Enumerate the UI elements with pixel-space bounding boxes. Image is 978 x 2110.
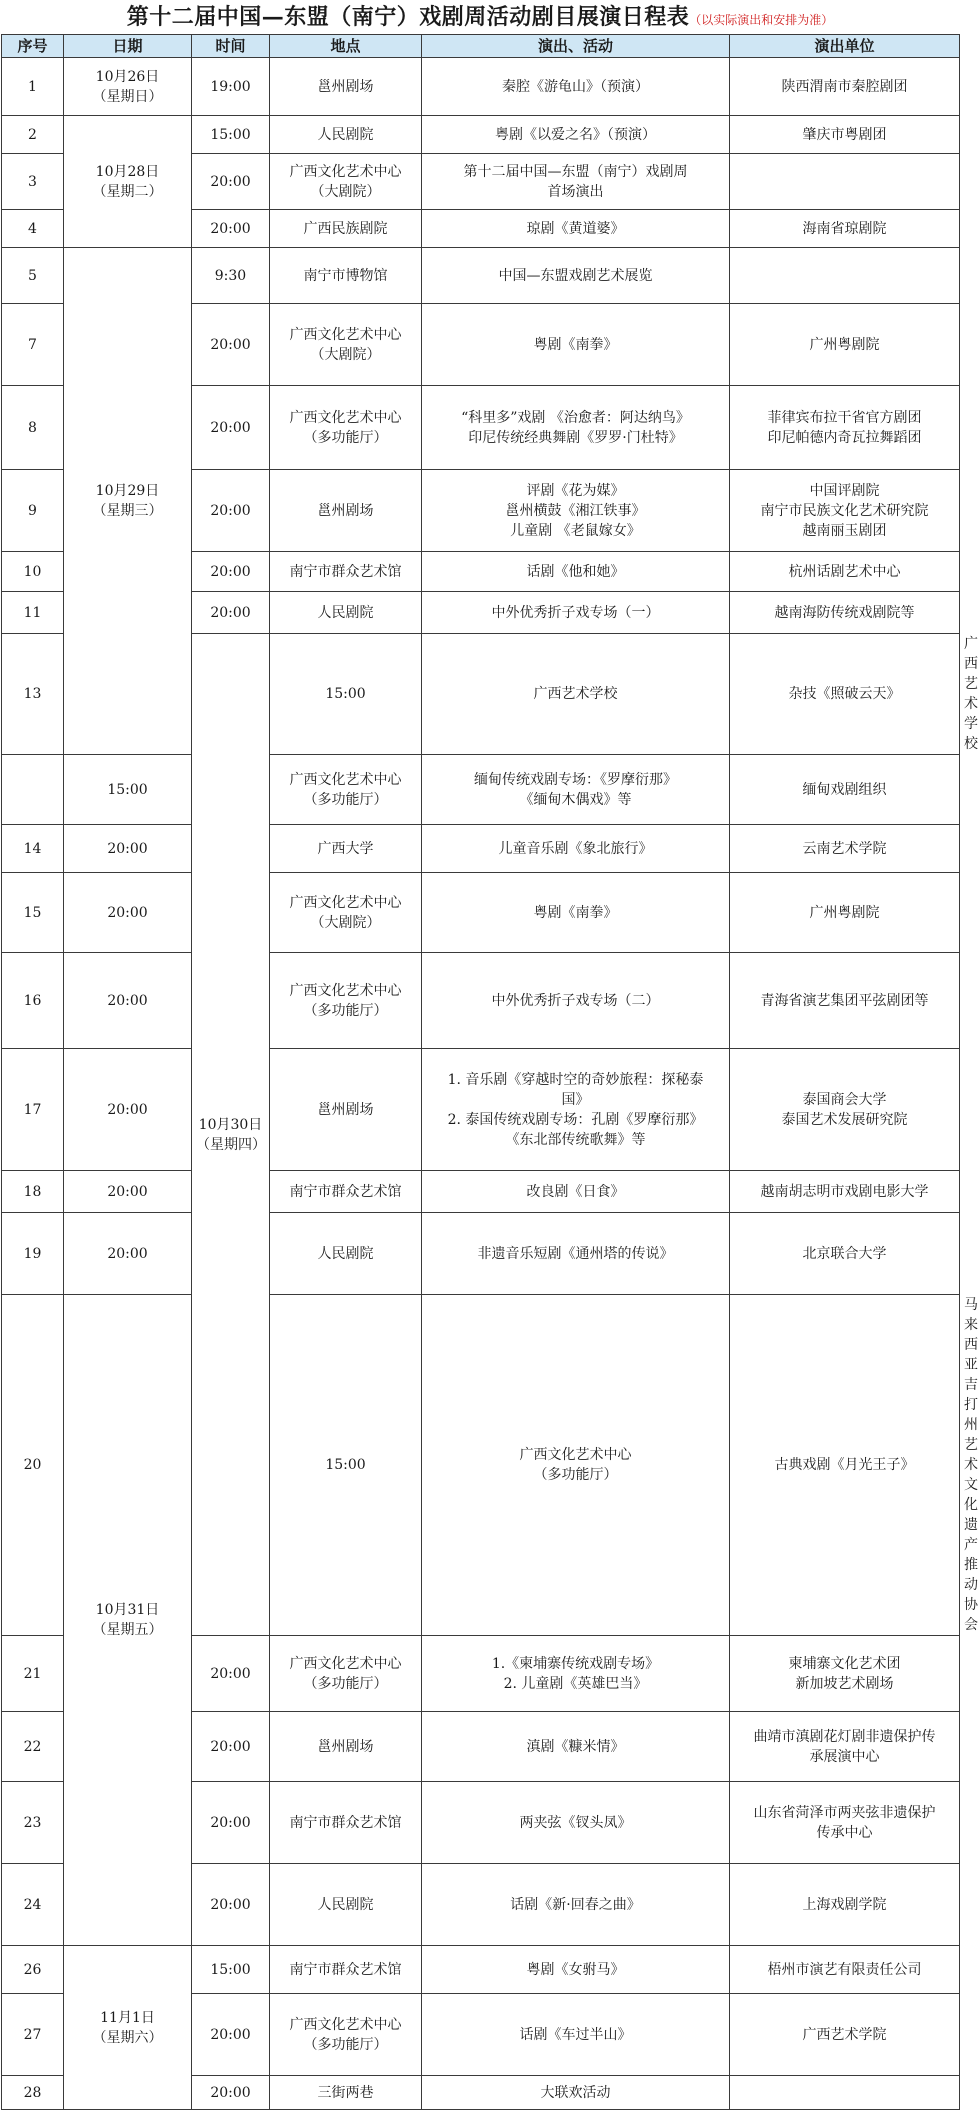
row-no: 21 xyxy=(2,1636,64,1712)
row-no: 5 xyxy=(2,248,64,304)
table-row xyxy=(2,825,960,873)
row-no: 14 xyxy=(2,825,64,873)
date-cell: 10月29日 （星期三） xyxy=(64,248,192,755)
row-performer: 陕西渭南市秦腔剧团 xyxy=(730,58,960,116)
table-row xyxy=(2,1171,960,1213)
table-row xyxy=(2,116,960,154)
row-no: 15 xyxy=(2,873,64,953)
row-no: 19 xyxy=(2,1213,64,1295)
row-venue: 广西文化艺术中心 （多功能厅） xyxy=(422,1295,730,1636)
row-program: 粤剧《以爱之名》（预演） xyxy=(422,116,730,154)
row-venue: 南宁市群众艺术馆 xyxy=(270,1782,422,1864)
row-time: 20:00 xyxy=(64,825,192,873)
title-note: （以实际演出和安排为准） xyxy=(689,13,834,27)
row-program: 中外优秀折子戏专场（二） xyxy=(422,953,730,1049)
row-performer xyxy=(730,2076,960,2110)
table-row xyxy=(2,1946,960,1994)
row-performer: 泰国商会大学 泰国艺术发展研究院 xyxy=(730,1049,960,1171)
row-performer: 云南艺术学院 xyxy=(730,825,960,873)
row-no: 4 xyxy=(2,210,64,248)
row-no: 16 xyxy=(2,953,64,1049)
row-no: 9 xyxy=(2,470,64,552)
row-performer: 菲律宾布拉干省官方剧团 印尼帕德内奇瓦拉舞蹈团 xyxy=(730,386,960,470)
row-program: 改良剧《日食》 xyxy=(422,1171,730,1213)
row-venue: 人民剧院 xyxy=(270,116,422,154)
row-venue: 人民剧院 xyxy=(270,1213,422,1295)
row-time: 20:00 xyxy=(192,386,270,470)
date-cell: 11月1日 （星期六） xyxy=(64,1946,192,2110)
row-program: 非遗音乐短剧《通州塔的传说》 xyxy=(422,1213,730,1295)
row-venue: 广西文化艺术中心 （多功能厅） xyxy=(270,953,422,1049)
row-time: 20:00 xyxy=(64,1213,192,1295)
row-time: 20:00 xyxy=(192,1864,270,1946)
row-venue: 广西文化艺术中心 （大剧院） xyxy=(270,154,422,210)
row-time: 20:00 xyxy=(192,210,270,248)
table-row xyxy=(2,755,960,825)
row-no: 18 xyxy=(2,1171,64,1213)
row-time: 20:00 xyxy=(64,953,192,1049)
row-venue: 邕州剧场 xyxy=(270,1712,422,1782)
table-row xyxy=(2,1049,960,1171)
schedule-title xyxy=(0,0,960,34)
row-time: 20:00 xyxy=(64,873,192,953)
row-time: 20:00 xyxy=(192,592,270,634)
row-performer xyxy=(730,248,960,304)
header-program: 演出、活动 xyxy=(422,35,730,58)
row-time: 20:00 xyxy=(192,552,270,592)
row-performer: 广州粤剧院 xyxy=(730,873,960,953)
row-venue: 广西民族剧院 xyxy=(270,210,422,248)
row-program: 话剧《车过半山》 xyxy=(422,1994,730,2076)
row-no: 11 xyxy=(2,592,64,634)
row-venue: 三街两巷 xyxy=(270,2076,422,2110)
row-program: 粤剧《南拳》 xyxy=(422,304,730,386)
date-cell: 10月31日 （星期五） xyxy=(64,1295,192,1946)
row-time: 20:00 xyxy=(192,304,270,386)
row-time: 19:00 xyxy=(192,58,270,116)
table-row: 20 10月31日 （星期五） 15:00 广西文化艺术中心 （多功能厅） 古典戏剧《月光王子》 马来西亚吉打州艺术文化遗产 推动协会 xyxy=(2,1295,960,1636)
row-time: 20:00 xyxy=(192,1782,270,1864)
header-venue: 地点 xyxy=(270,35,422,58)
row-venue: 人民剧院 xyxy=(270,1864,422,1946)
row-program: 中国—东盟戏剧艺术展览 xyxy=(422,248,730,304)
header-date: 日期 xyxy=(64,35,192,58)
row-time: 20:00 xyxy=(192,154,270,210)
date-cell: 10月28日 （星期二） xyxy=(64,116,192,248)
row-no: 24 xyxy=(2,1864,64,1946)
row-performer: 缅甸戏剧组织 xyxy=(730,755,960,825)
row-performer: 北京联合大学 xyxy=(730,1213,960,1295)
row-time: 20:00 xyxy=(64,1049,192,1171)
row-venue: 南宁市群众艺术馆 xyxy=(270,1946,422,1994)
row-no: 27 xyxy=(2,1994,64,2076)
row-time: 15:00 xyxy=(192,1946,270,1994)
row-no: 22 xyxy=(2,1712,64,1782)
table-row xyxy=(2,873,960,953)
table-row: 13 10月30日 （星期四） 15:00 广西艺术学校 杂技《照破云天》 广西艺术学校 xyxy=(2,634,960,755)
row-venue: 广西文化艺术中心 （大剧院） xyxy=(270,304,422,386)
row-program: 大联欢活动 xyxy=(422,2076,730,2110)
date-cell: 10月26日 （星期日） xyxy=(64,58,192,116)
row-no: 20 xyxy=(2,1295,64,1636)
row-no xyxy=(2,755,64,825)
row-no: 10 xyxy=(2,552,64,592)
row-performer: 中国评剧院 南宁市民族文化艺术研究院 越南丽玉剧团 xyxy=(730,470,960,552)
row-performer: 肇庆市粤剧团 xyxy=(730,116,960,154)
header-performer: 演出单位 xyxy=(730,35,960,58)
row-program: 话剧《他和她》 xyxy=(422,552,730,592)
row-performer: 山东省菏泽市两夹弦非遗保护 传承中心 xyxy=(730,1782,960,1864)
row-performer xyxy=(730,154,960,210)
table-row xyxy=(2,248,960,304)
row-performer: 青海省演艺集团平弦剧团等 xyxy=(730,953,960,1049)
row-program: 滇剧《糠米情》 xyxy=(422,1712,730,1782)
header-row xyxy=(2,35,960,58)
row-program: 缅甸传统戏剧专场：《罗摩衍那》 《缅甸木偶戏》等 xyxy=(422,755,730,825)
row-no: 2 xyxy=(2,116,64,154)
row-venue: 广西文化艺术中心 （多功能厅） xyxy=(270,1636,422,1712)
row-no: 8 xyxy=(2,386,64,470)
row-performer: 越南胡志明市戏剧电影大学 xyxy=(730,1171,960,1213)
row-venue: 广西文化艺术中心 （多功能厅） xyxy=(270,1994,422,2076)
row-time: 20:00 xyxy=(192,1994,270,2076)
row-time: 20:00 xyxy=(64,1171,192,1213)
row-program: “科里多”戏剧 《治愈者：阿达纳鸟》 印尼传统经典舞剧《罗罗·门杜特》 xyxy=(422,386,730,470)
row-time: 20:00 xyxy=(192,470,270,552)
row-program: 评剧《花为媒》 邕州横鼓《湘江铁事》 儿童剧 《老鼠嫁女》 xyxy=(422,470,730,552)
row-performer: 柬埔寨文化艺术团 新加坡艺术剧场 xyxy=(730,1636,960,1712)
row-venue: 南宁市博物馆 xyxy=(270,248,422,304)
row-no: 13 xyxy=(2,634,64,755)
row-time: 15:00 xyxy=(192,116,270,154)
row-time: 20:00 xyxy=(192,1712,270,1782)
row-venue: 邕州剧场 xyxy=(270,1049,422,1171)
row-program: 杂技《照破云天》 xyxy=(730,634,960,755)
row-venue: 邕州剧场 xyxy=(270,58,422,116)
row-time: 15:00 xyxy=(64,755,192,825)
row-program: 粤剧《南拳》 xyxy=(422,873,730,953)
row-performer: 曲靖市滇剧花灯剧非遗保护传 承展演中心 xyxy=(730,1712,960,1782)
row-program: 粤剧《女驸马》 xyxy=(422,1946,730,1994)
row-performer: 杭州话剧艺术中心 xyxy=(730,552,960,592)
row-program: 琼剧《黄道婆》 xyxy=(422,210,730,248)
row-performer: 广州粤剧院 xyxy=(730,304,960,386)
row-venue: 人民剧院 xyxy=(270,592,422,634)
row-performer: 上海戏剧学院 xyxy=(730,1864,960,1946)
row-program: 第十二届中国—东盟（南宁）戏剧周 首场演出 xyxy=(422,154,730,210)
row-venue: 南宁市群众艺术馆 xyxy=(270,1171,422,1213)
row-program: 古典戏剧《月光王子》 xyxy=(730,1295,960,1636)
row-venue: 广西艺术学校 xyxy=(422,634,730,755)
row-no: 28 xyxy=(2,2076,64,2110)
row-time: 20:00 xyxy=(192,1636,270,1712)
row-no: 26 xyxy=(2,1946,64,1994)
row-performer: 广西艺术学院 xyxy=(730,1994,960,2076)
table-row xyxy=(2,953,960,1049)
row-time: 9:30 xyxy=(192,248,270,304)
header-no: 序号 xyxy=(2,35,64,58)
row-time: 15:00 xyxy=(270,1295,422,1636)
row-performer: 越南海防传统戏剧院等 xyxy=(730,592,960,634)
row-no: 1 xyxy=(2,58,64,116)
row-venue: 南宁市群众艺术馆 xyxy=(270,552,422,592)
row-no: 3 xyxy=(2,154,64,210)
row-program: 中外优秀折子戏专场（一） xyxy=(422,592,730,634)
table-row xyxy=(2,1213,960,1295)
schedule-table xyxy=(1,34,978,2110)
row-time: 20:00 xyxy=(192,2076,270,2110)
row-program: 秦腔《游龟山》（预演） xyxy=(422,58,730,116)
header-time: 时间 xyxy=(192,35,270,58)
row-program: 儿童音乐剧《象北旅行》 xyxy=(422,825,730,873)
row-program: 话剧《新·回春之曲》 xyxy=(422,1864,730,1946)
row-venue: 邕州剧场 xyxy=(270,470,422,552)
row-venue: 广西文化艺术中心 （多功能厅） xyxy=(270,755,422,825)
row-program: 两夹弦《钗头凤》 xyxy=(422,1782,730,1864)
row-program: 1. 音乐剧《穿越时空的奇妙旅程：探秘泰 国》 2. 泰国传统戏剧专场：孔剧《罗摩衍那》 《东北部传统歌舞》等 xyxy=(422,1049,730,1171)
row-venue: 广西大学 xyxy=(270,825,422,873)
row-time: 15:00 xyxy=(270,634,422,755)
row-program: 1.《柬埔寨传统戏剧专场》 2. 儿童剧《英雄巴当》 xyxy=(422,1636,730,1712)
table-row xyxy=(2,58,960,116)
row-no: 7 xyxy=(2,304,64,386)
row-no: 17 xyxy=(2,1049,64,1171)
row-venue: 广西文化艺术中心 （大剧院） xyxy=(270,873,422,953)
row-performer: 海南省琼剧院 xyxy=(730,210,960,248)
row-venue: 广西文化艺术中心 （多功能厅） xyxy=(270,386,422,470)
date-cell: 10月30日 （星期四） xyxy=(192,634,270,1636)
title-main: 第十二届中国—东盟（南宁）戏剧周活动剧目展演日程表 xyxy=(126,4,690,30)
row-no: 23 xyxy=(2,1782,64,1864)
row-performer: 梧州市演艺有限责任公司 xyxy=(730,1946,960,1994)
